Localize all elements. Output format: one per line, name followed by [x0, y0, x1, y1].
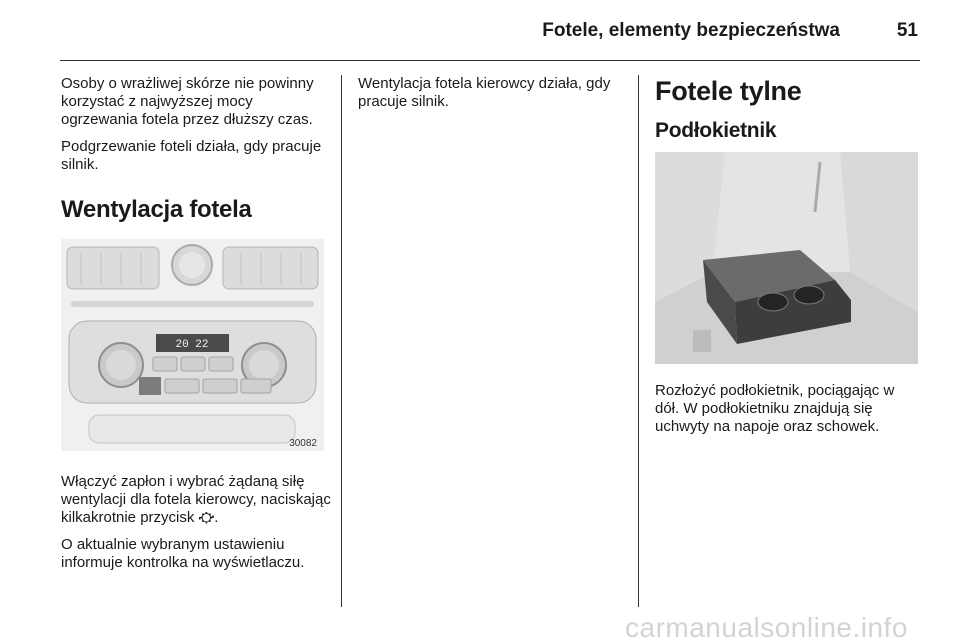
- section-heading: Wentylacja fotela: [61, 196, 252, 223]
- paragraph: O aktualnie wybranym ustawieniu informuje kontrolka na wyświetlaczu.: [61, 536, 305, 571]
- page-number: 51: [896, 20, 918, 41]
- section-heading: Podłokietnik: [655, 119, 777, 142]
- column-divider: [638, 75, 639, 607]
- header-title: Fotele, elementy bezpieczeństwa: [542, 20, 840, 41]
- armrest-figure: [655, 152, 918, 364]
- column-3: [655, 75, 920, 445]
- header-rule: [60, 60, 920, 61]
- paragraph: Rozłożyć podłokietnik, pociągając w dół. W podłokietniku znajdują się uchwyty na napoje oraz schowek.: [655, 382, 895, 435]
- chapter-heading: Fotele tylne: [655, 76, 802, 106]
- paragraph: Osoby o wrażliwej skórze nie powinny korzystać z najwyższej mocy ogrzewania fotela przez dłuższy czas.: [61, 75, 314, 128]
- display-readout: 20 22: [175, 339, 209, 351]
- climate-control-figure: [61, 239, 324, 451]
- column-2: [358, 75, 623, 120]
- figure-code: 30082: [289, 438, 317, 449]
- column-divider: [341, 75, 342, 607]
- paragraph: Włączyć zapłon i wybrać żądaną siłę wentylacji dla fotela kierowcy, naciskając kilkakrotnie przycisk ⛮.: [61, 473, 331, 526]
- paragraph: Podgrzewanie foteli działa, gdy pracuje silnik.: [61, 138, 322, 173]
- column-1: [61, 75, 331, 581]
- watermark: carmanualsonline.info: [625, 612, 908, 642]
- paragraph: Wentylacja fotela kierowcy działa, gdy pracuje silnik.: [358, 75, 611, 110]
